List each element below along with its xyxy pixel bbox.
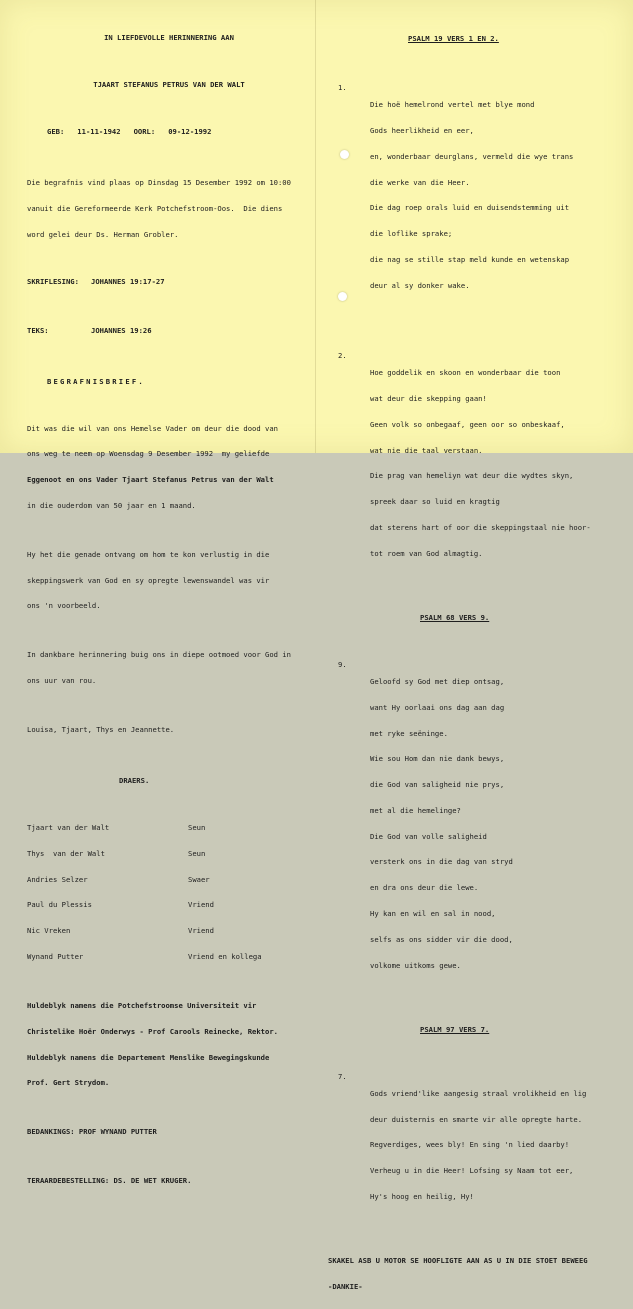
teraardebestelling: TERAARDEBESTELLING: DS. DE WET KRUGER. [27,1176,192,1186]
drager-name: Andries Selzer [27,874,88,884]
family-names: Louisa, Tjaart, Thys en Jeannette. [27,725,175,735]
verse-line: spreek daar so luid en kragtig [370,497,500,507]
drager-row [27,953,311,962]
verse-line: Die prag van hemeliyn wat deur die wydtes skyn, [370,471,574,481]
verse-line: want Hy oorlaai ons dag aan dag [370,702,505,712]
drager-role: Vriend [188,900,214,910]
verse-text [370,661,513,988]
verse-line: Die God van volle saligheid [370,831,487,841]
verse-number: 1. [338,83,347,93]
psalm68-title: PSALM 68 VERS 9. [420,612,490,622]
psalm97-title: PSALM 97 VERS 7. [420,1024,490,1034]
left-page [27,17,311,1203]
huldeblyk-line-3: Huldeblyk namens die Departement Menslike Bewegingskunde [27,1052,270,1062]
drager-row [27,850,311,859]
drager-row [27,876,311,885]
heading-line-1: IN LIEFDEVOLLE HERINNERING AAN [104,33,234,43]
drager-name: Paul du Plessis [27,900,92,910]
psalm97-verse-7 [338,1073,613,1219]
closing-line-1: SKAKEL ASB U MOTOR SE HOOFLIGTE AAN AS U IN DIE STOET BEWEEG [328,1256,588,1266]
psalm19-verse-2 [338,352,613,575]
verse-line: Wie sou Hom dan nie dank bewys, [370,754,505,764]
verse-line: die werke van die Heer. [370,177,470,187]
verse-line: Hy's hoog en heilig, Hy! [370,1191,474,1201]
drager-name: Nic Vreken [27,926,71,936]
intro-line-2: vanuit die Gereformeerde Kerk Potchefstroom-Oos. Die diens [27,203,283,213]
verse-line: wat deur die skepping gaan! [370,393,487,403]
verse-line: Die hoë hemelrond vertel met blye mond [370,100,535,110]
page-fold [315,0,316,453]
letter-title: BEGRAFNISBRIEF. [47,376,145,386]
skriflesing [27,278,311,287]
drager-role: Seun [188,848,206,858]
verse-text [370,352,591,575]
teks [27,327,311,336]
verse-number: 9. [338,659,347,669]
verse-line: selfs as ons sidder vir die dood, [370,934,513,944]
letter-para2-line-2: skeppingswerk van God en sy opregte lewenswandel was vir [27,575,270,585]
verse-line: die God van saligheid nie prys, [370,780,505,790]
drager-row [27,824,311,833]
oorl-label: OORL: [133,127,156,137]
letter-para2-line-1: Hy het die genade ontvang om hom te kon verlustig in die [27,549,270,559]
drager-role: Swaer [188,874,210,884]
verse-line: Gods heerlikheid en eer, [370,126,474,136]
letter-para2-line-3: ons 'n voorbeeld. [27,601,101,611]
huldeblyk-line-4: Prof. Gert Strydom. [27,1078,110,1088]
verse-line: en dra ons deur die lewe. [370,883,479,893]
verse-line: en, wonderbaar deurglans, vermeld die wye trans [370,151,574,161]
psalm19-title: PSALM 19 VERS 1 EN 2. [408,34,499,44]
verse-line: met al die hemelinge? [370,805,461,815]
verse-line: volkome uitkoms gewe. [370,960,461,970]
bedankings: BEDANKINGS: PROF WYNAND PUTTER [27,1127,157,1137]
intro-line-3: word gelei deur Ds. Herman Grobler. [27,229,179,239]
verse-line: Verheug u in die Heer! Lofsing sy Naam tot eer, [370,1166,574,1176]
psalm19-verse-1 [338,84,613,307]
verse-line: tot roem van God almagtig. [370,548,483,558]
verse-line: Die dag roep orals luid en duisendstemming uit [370,203,570,213]
heading-name: TJAART STEFANUS PETRUS VAN DER WALT [93,80,245,90]
verse-text [370,1073,586,1219]
right-page [328,18,613,1309]
dates-line [27,128,311,137]
verse-line: dat sterens hart of oor die skeppingstaal nie hoor- [370,522,591,532]
letter-para1-line-3: Eggenoot en ons Vader Tjaart Stefanus Petrus van der Walt [27,475,274,485]
closing-line-2: -DANKIE- [328,1281,363,1291]
verse-line: Hy kan en wil en sal in nood, [370,908,496,918]
verse-line: die loflike sprake; [370,229,453,239]
verse-line: deur duisternis en smarte vir alle opregte harte. [370,1114,583,1124]
drager-role: Vriend en kollega [188,951,262,961]
skriflesing-text: JOHANNES 19:17-27 [91,276,165,286]
letter-para1-line-2: ons weg te neem op Woensdag 9 Desember 1992 my geliefde [27,449,270,459]
huldeblyk-line-2: Christelike Hoër Onderwys - Prof Carools Reinecke, Rektor. [27,1026,278,1036]
verse-line: Hoe goddelik en skoon en wonderbaar die toon [370,368,561,378]
drager-role: Vriend [188,926,214,936]
verse-line: met ryke seëninge. [370,728,448,738]
teks-text: JOHANNES 19:26 [91,325,152,335]
verse-line: Regverdiges, wees bly! En sing 'n lied daarby! [370,1140,570,1150]
letter-para3-line-2: ons uur van rou. [27,676,97,686]
letter-para1-line-4: in die ouderdom van 50 jaar en 1 maand. [27,500,196,510]
verse-line: versterk ons in die dag van stryd [370,857,513,867]
verse-line: wat nie die taal verstaan. [370,445,483,455]
intro-line-1: Die begrafnis vind plaas op Dinsdag 15 Desember 1992 om 10:00 [27,178,291,188]
drager-name: Thys van der Walt [27,848,105,858]
skriflesing-label: SKRIFLESING: [27,276,79,286]
letter-para1-line-1: Dit was die wil van ons Hemelse Vader om deur die dood van [27,423,278,433]
drager-role: Seun [188,823,206,833]
letter-para3-line-1: In dankbare herinnering buig ons in diepe ootmoed voor God in [27,650,291,660]
drager-row [27,927,311,936]
geb-date: 11-11-1942 [77,127,121,137]
oorl-date: 09-12-1992 [168,127,212,137]
huldeblyk-line-1: Huldeblyk namens die Potchefstroomse Universiteit vir [27,1000,257,1010]
verse-text [370,84,573,307]
draers-title: DRAERS. [119,776,150,786]
drager-row [27,901,311,910]
verse-line: deur al sy donker wake. [370,280,470,290]
verse-line: die nag se stille stap meld kunde en wetenskap [370,255,570,265]
geb-label: GEB: [47,127,65,137]
teks-label: TEKS: [27,325,49,335]
drager-name: Wynand Putter [27,951,84,961]
verse-number: 7. [338,1071,347,1081]
psalm68-verse-9 [338,661,613,988]
verse-line: Gods vriend'like aangesig straal vrolikheid en lig [370,1088,587,1098]
drager-name: Tjaart van der Walt [27,823,110,833]
verse-number: 2. [338,350,347,360]
verse-line: Geloofd sy God met diep ontsag, [370,676,505,686]
verse-line: Geen volk so onbegaaf, geen oor so onbeskaaf, [370,419,565,429]
